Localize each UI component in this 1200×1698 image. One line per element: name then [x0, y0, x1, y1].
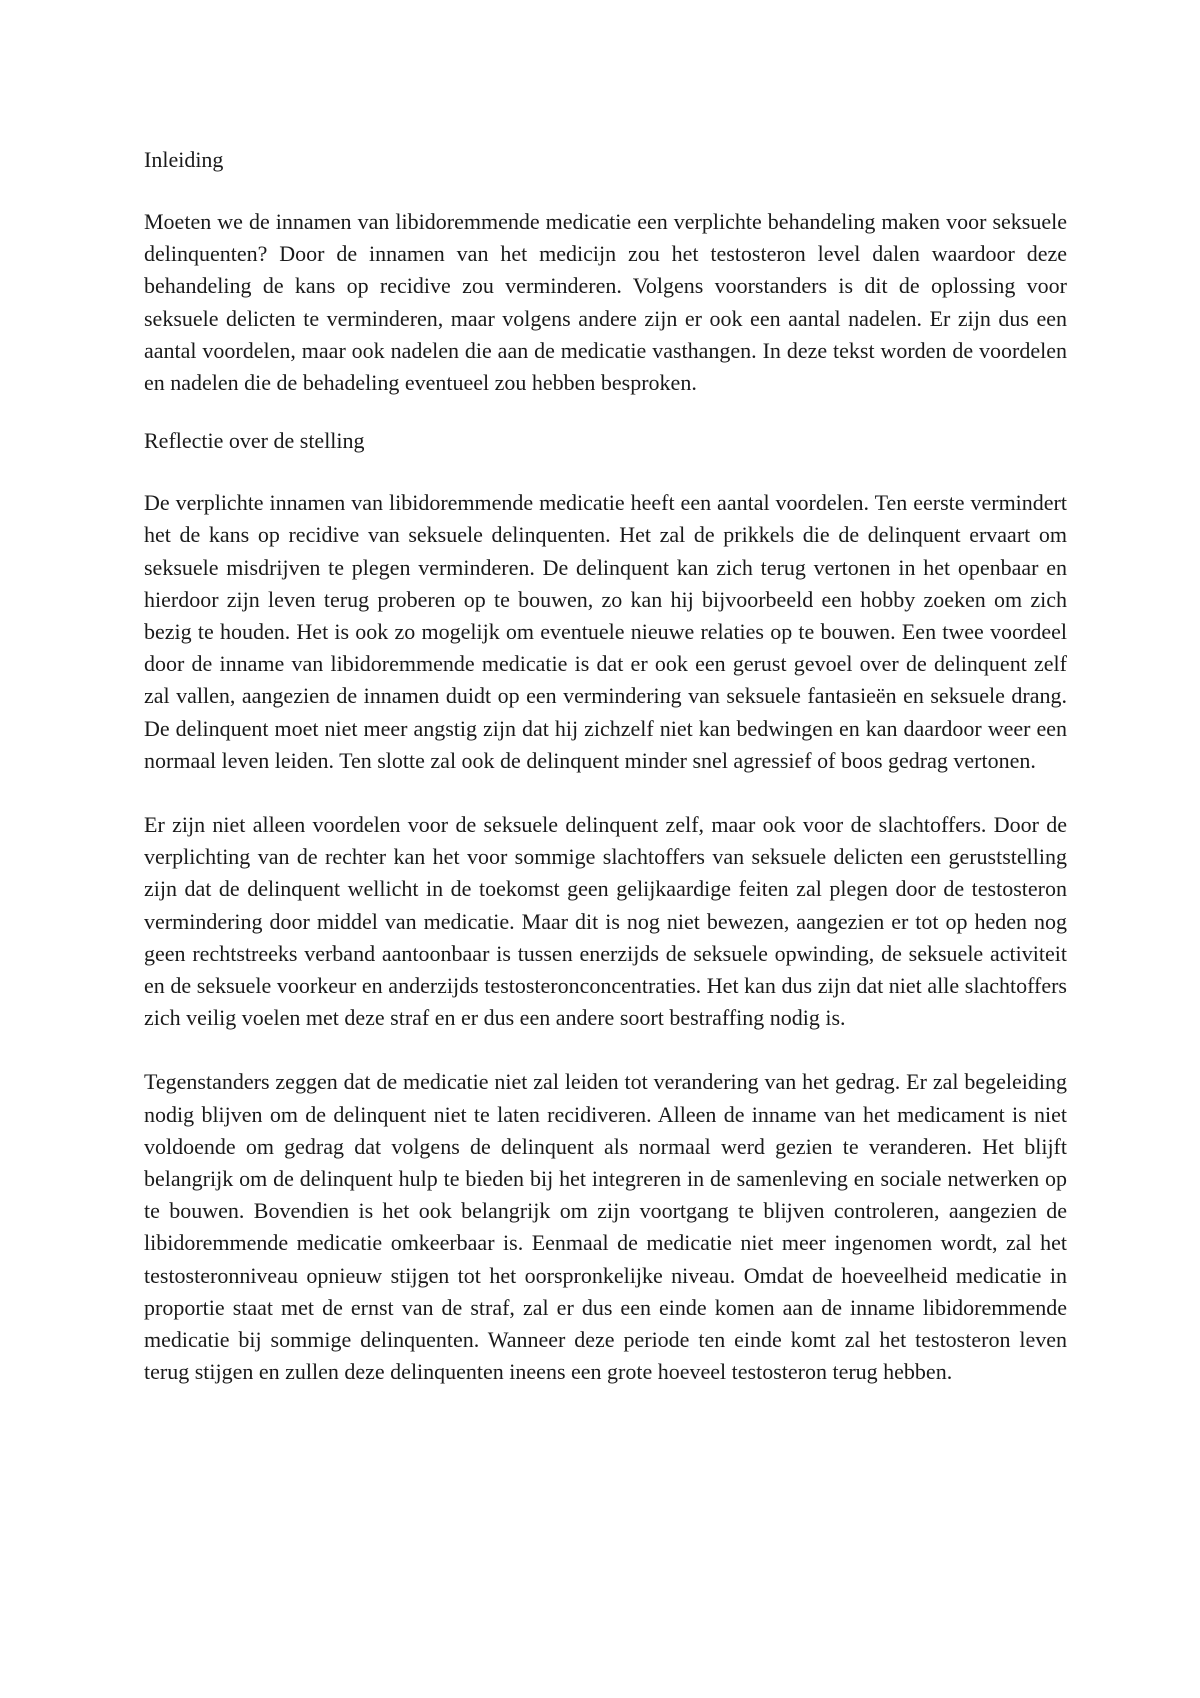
- paragraph-slachtoffers: Er zijn niet alleen voordelen voor de seksuele delinquent zelf, maar ook voor de slachtoffers. Door de verplichting van de rechter kan het voor sommige slachtoffers van seksuele delicten een geruststelling zijn dat de delinquent wellicht in de toekomst geen gelijkaardige feiten zal plegen door de testosteron vermindering door middel van medicatie. Maar dit is nog niet bewezen, aangezien er tot op heden nog geen rechtstreeks verband aantoonbaar is tussen enerzijds de seksuele opwinding, de seksuele activiteit en de seksuele voorkeur en anderzijds testosteronconcentraties. Het kan dus zijn dat niet alle slachtoffers zich veilig voelen met deze straf en er dus een andere soort bestraffing nodig is.: [144, 812, 1067, 1031]
- paragraph-tegenstanders: Tegenstanders zeggen dat de medicatie niet zal leiden tot verandering van het gedrag. Er zal begeleiding nodig blijven om de delinquent niet te laten recidiveren. Alleen de inname van het medicament is niet voldoende om gedrag dat volgens de delinquent als normaal werd gezien te veranderen. Het blijft belangrijk om de delinquent hulp te bieden bij het integreren in de samenleving en sociale netwerken op te bouwen. Bovendien is het ook belangrijk om zijn voortgang te blijven controleren, aangezien de libidoremmende medicatie omkeerbaar is. Eenmaal de medicatie niet meer ingenomen wordt, zal het testosteronniveau opnieuw stijgen tot het oorspronkelijke niveau. Omdat de hoeveelheid medicatie in proportie staat met de ernst van de straf, zal er dus een einde komen aan de inname libidoremmende medicatie bij sommige delinquenten. Wanneer deze periode ten einde komt zal het testosteron leven terug stijgen en zullen deze delinquenten ineens een grote hoeveel testosteron terug hebben.: [144, 1069, 1067, 1385]
- section-heading-reflectie: Reflectie over de stelling: [144, 428, 365, 454]
- section-heading-inleiding: Inleiding: [144, 147, 224, 172]
- document-page: [144, 146, 1067, 1389]
- paragraph-inleiding: Moeten we de innamen van libidoremmende medicatie een verplichte behandeling maken voor seksuele delinquenten? Door de innamen van het medicijn zou het testosteron level dalen waardoor deze behandeling de kans op recidive zou verminderen. Volgens voorstanders is dit de oplossing voor seksuele delicten te verminderen, maar volgens andere zijn er ook een aantal nadelen. Er zijn dus een aantal voordelen, maar ook nadelen die aan de medicatie vasthangen. In deze tekst worden de voordelen en nadelen die de behadeling eventueel zou hebben besproken.: [144, 209, 1067, 396]
- paragraph-voordelen: De verplichte innamen van libidoremmende medicatie heeft een aantal voordelen. Ten eerste vermindert het de kans op recidive van seksuele delinquenten. Het zal de prikkels die de delinquent ervaart om seksuele misdrijven te plegen verminderen. De delinquent kan zich terug vertonen in het openbaar en hierdoor zijn leven terug proberen op te bouwen, zo kan hij bijvoorbeeld een hobby zoeken om zich bezig te houden. Het is ook zo mogelijk om eventuele nieuwe relaties op te bouwen. Een twee voordeel door de inname van libidoremmende medicatie is dat er ook een gerust gevoel over de delinquent zelf zal vallen, aangezien de innamen duidt op een vermindering van seksuele fantasieën en seksuele drang. De delinquent moet niet meer angstig zijn dat hij zichzelf niet kan bedwingen en kan daardoor weer een normaal leven leiden. Ten slotte zal ook de delinquent minder snel agressief of boos gedrag vertonen.: [144, 490, 1067, 773]
